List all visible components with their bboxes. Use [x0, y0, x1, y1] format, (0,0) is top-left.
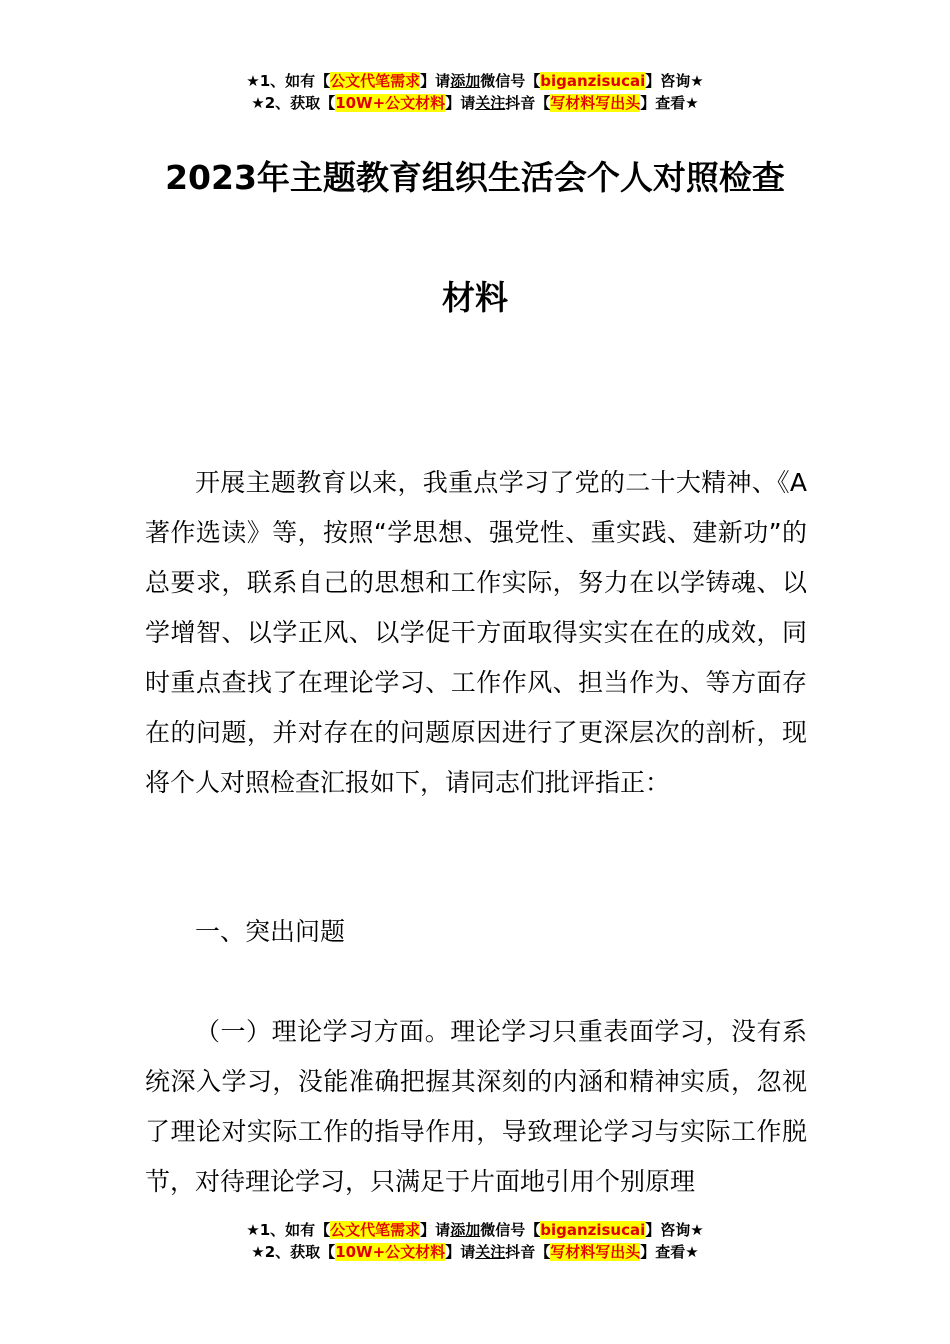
promo-line-2: ★2、获取【10W+公文材料】请关注抖音【写材料写出头】查看★ — [251, 1243, 699, 1261]
intro-paragraph: 开展主题教育以来，我重点学习了党的二十大精神、《A著作选读》等，按照“学思想、强党性、重实践、建新功”的总要求，联系自己的思想和工作实际，努力在以学铸魂、以学增智、以学正风、以学促干方面取得实实在在的成效，同时重点查找了在理论学习、工作作风、担当作为、等方面存在的问题，并对存在的问题原因进行了更深层次的剖析，现将个人对照检查汇报如下，请同志们批评指正： — [145, 468, 807, 797]
item-paragraph: （一）理论学习方面。理论学习只重表面学习，没有系统深入学习，没能准确把握其深刻的内涵和精神实质，忽视了理论对实际工作的指导作用，导致理论学习与实际工作脱节，对待理论学习，只满足于片面地引用个别原理 — [145, 1017, 807, 1196]
promo-line-2: ★2、获取【10W+公文材料】请关注抖音【写材料写出头】查看★ — [251, 94, 699, 112]
document-title-line-1: 2023年主题教育组织生活会个人对照检查 — [165, 158, 785, 197]
promo-banner-top — [0, 70, 950, 114]
section-heading: 一、突出问题 — [195, 917, 346, 946]
promo-line-1: ★1、如有【公文代笔需求】请添加微信号【biganzisucai】咨询★ — [246, 1221, 704, 1239]
document-title-line-2: 材料 — [442, 278, 508, 317]
promo-banner-bottom — [0, 1219, 950, 1263]
promo-line-1: ★1、如有【公文代笔需求】请添加微信号【biganzisucai】咨询★ — [246, 72, 704, 90]
